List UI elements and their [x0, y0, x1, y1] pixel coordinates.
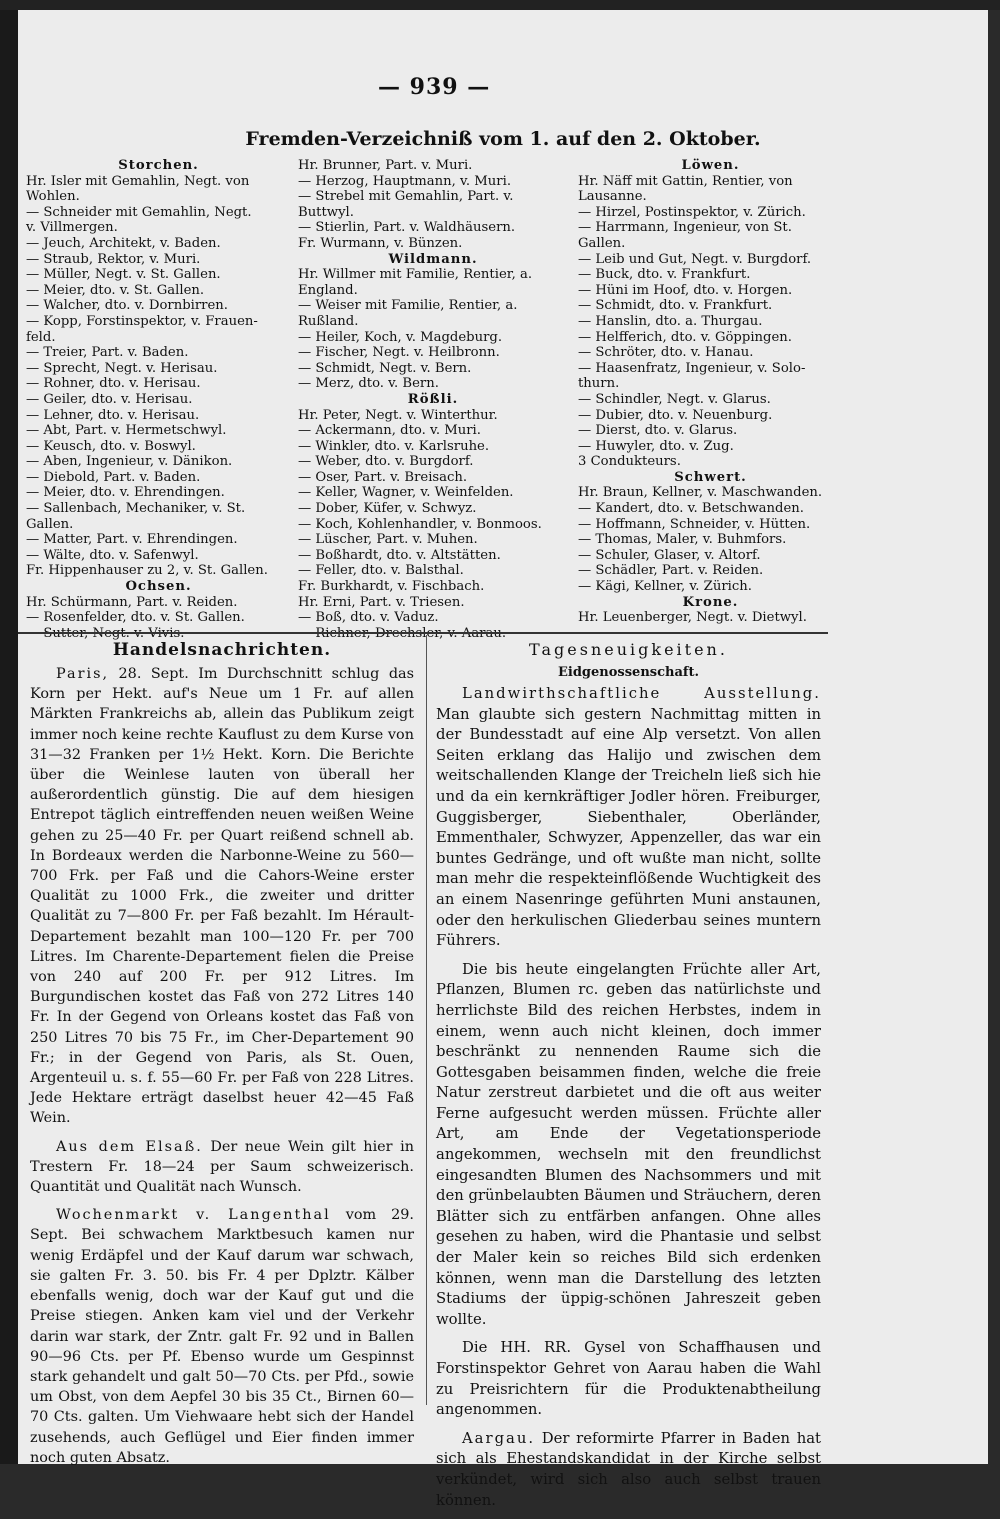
register-entry: — Haasenfratz, Ingenieur, v. Solo- — [578, 360, 806, 376]
paragraph-text: vom 29. Sept. Bei schwachem Marktbesuch kamen nur wenig Erdäpfel und der Kauf darum war schwach, sie galten Fr. 3. 50. bis Fr. 4 per Dplztr. Kälber ebenfalls wenig, doch war der Kauf gut und die Preise stiegen. Anken kam viel und der Verkehr darin war stark, der Zntr. galt Fr. 92 und in Ballen 90—96 Cts. per Pf. Ebenso wurde um Gespinnst stark gehandelt und galt 50—70 Cts. per Pfd., sowie um Obst, von dem Aepfel 30 bis 35 Ct., Birnen 60—70 Cts. galten. Um Viehwaare hebt sich der Handel zusehends, auch Geflügel und Eier finden immer noch guten Absatz. — [30, 1207, 414, 1466]
register-entry: — Buck, dto. v. Frankfurt. — [578, 267, 751, 283]
register-entry: — Weber, dto. v. Burgdorf. — [298, 454, 474, 470]
register-entry: — Dober, Küfer, v. Schwyz. — [298, 501, 477, 517]
register-entry: — Kandert, dto. v. Betschwanden. — [578, 501, 804, 517]
paragraph-lead: Landwirthschaftliche Ausstellung. — [462, 685, 821, 702]
hotel-heading: Storchen. — [118, 158, 199, 173]
register-entry: — Rosenfelder, dto. v. St. Gallen. — [26, 610, 245, 626]
section-subtitle-confederation: Eidgenossenschaft. — [557, 665, 699, 680]
register-entry: — Meier, dto. v. St. Gallen. — [26, 282, 205, 298]
register-entry: — Stierlin, Part. v. Waldhäusern. — [298, 220, 516, 236]
article-paragraph — [30, 1137, 414, 1198]
register-entry: — Merz, dto. v. Bern. — [298, 376, 439, 392]
register-entry: Hr. Braun, Kellner, v. Maschwanden. — [578, 485, 823, 501]
register-entry: Hr. Isler mit Gemahlin, Negt. von — [26, 173, 250, 189]
register-entry: — Sprecht, Negt. v. Herisau. — [26, 360, 218, 376]
register-entry: — Boßhardt, dto. v. Altstätten. — [298, 547, 501, 563]
register-entry: — Boß, dto. v. Vaduz. — [298, 610, 439, 626]
register-entry: — Hüni im Hoof, dto. v. Horgen. — [578, 282, 793, 298]
paragraph-lead: Paris, — [56, 666, 110, 682]
hotel-heading: Schwert. — [674, 469, 747, 485]
register-entry: — Oser, Part. v. Breisach. — [298, 469, 468, 485]
register-entry: Rußland. — [298, 313, 359, 329]
page-number: — 939 — — [378, 74, 491, 100]
article-paragraph — [30, 1205, 414, 1468]
register-entry: — Schneider mit Gemahlin, Negt. — [26, 204, 252, 220]
register-entry: — Rohner, dto. v. Herisau. — [26, 376, 201, 392]
register-entry: England. — [298, 282, 358, 298]
paragraph-lead: Wochenmarkt v. Langenthal — [56, 1207, 331, 1224]
newspaper-page — [18, 10, 988, 1509]
register-entry: — Schmidt, Negt. v. Bern. — [298, 360, 472, 376]
hotel-heading: Löwen. — [681, 158, 740, 173]
register-entry: — Feller, dto. v. Balsthal. — [298, 563, 464, 579]
register-entry: — Treier, Part. v. Baden. — [26, 345, 189, 361]
register-entry: — Koch, Kohlenhandler, v. Bonmoos. — [298, 516, 542, 532]
paragraph-text: 28. Sept. Im Durchschnitt schlug das Korn per Hekt. auf's Neue um 1 Fr. auf allen Märkten Frankreichs ab, allein das Publikum zeigt immer noch keine rechte Kauflust zu dem Kurse von 31—32 Franken per 1½ Hekt. Korn. Die Berichte über die Weinlese lauten von überall her außerordentlich günstig. Die auf dem hiesigen Entrepot täglich eintreffenden neuen weißen Weine gehen zu 25—40 Fr. per Quart reißend schnell ab. In Bordeaux werden die Narbonne-Weine zu 560—700 Frk. per Faß und die Cahors-Weine erster Qualität zu 1000 Frk., die zweiter und dritter Qualität zu 7—800 Fr. per Faß bezahlt. Im Hérault-Departement bezahlt man 100—120 Fr. per 700 Litres. Im Charente-Departement fielen die Preise von 240 auf 200 Fr. per 912 Litres. Im Burgundischen kostet das Faß von 272 Litres 140 Fr. In der Gegend von Orleans kostet das Faß von 250 Litres 70 bis 75 Fr., im Cher-Departement 90 Fr.; in der Gegend von Paris, als St. Ouen, Argenteuil u. s. f. 55—60 Fr. per Faß von 228 Litres. Jede Hektare erträgt daselbst heuer 42—45 Faß Wein. — [30, 666, 414, 1127]
register-entry: — Lehner, dto. v. Herisau. — [26, 407, 200, 423]
register-entry: — Leib und Gut, Negt. v. Burgdorf. — [578, 251, 812, 267]
register-entry: — Huwyler, dto. v. Zug. — [578, 438, 734, 454]
register-entry: — Müller, Negt. v. St. Gallen. — [26, 267, 221, 283]
register-entry: — Thomas, Maler, v. Buhmfors. — [578, 532, 787, 548]
section-title-trade: Handelsnachrichten. — [112, 640, 332, 660]
hotel-heading: Rößli. — [407, 391, 459, 407]
news-paragraphs — [436, 684, 821, 1511]
register-entry: — Fischer, Negt. v. Heilbronn. — [298, 345, 500, 361]
article-paragraph — [436, 960, 821, 1331]
register-entry: Hr. Leuenberger, Negt. v. Dietwyl. — [578, 610, 807, 626]
register-title: Fremden-Verzeichniß vom 1. auf den 2. Oktober. — [245, 128, 761, 150]
register-entry: — Ackermann, dto. v. Muri. — [298, 423, 481, 439]
register-entry: feld. — [26, 329, 56, 345]
register-entry: Hr. Brunner, Part. v. Muri. — [298, 158, 473, 173]
register-entry: — Hirzel, Postinspektor, v. Zürich. — [578, 204, 806, 220]
register-entry: — Geiler, dto. v. Herisau. — [26, 391, 193, 407]
register-entry: — Herzog, Hauptmann, v. Muri. — [298, 173, 512, 189]
register-column-1 — [26, 158, 291, 641]
register-entry: — Winkler, dto. v. Karlsruhe. — [298, 438, 490, 454]
register-entry: — Schuler, Glaser, v. Altorf. — [578, 547, 761, 563]
hotel-heading: Wildmann. — [388, 251, 478, 267]
scan-border-top — [0, 0, 1000, 10]
register-entry: Gallen. — [26, 516, 74, 532]
register-entry: Hr. Schürmann, Part. v. Reiden. — [26, 594, 238, 610]
register-entry: — Heiler, Koch, v. Magdeburg. — [298, 329, 503, 345]
article-paragraph — [30, 664, 414, 1129]
register-entry: — Harrmann, Ingenieur, von St. — [578, 220, 792, 236]
register-entry: Hr. Erni, Part. v. Triesen. — [298, 594, 465, 610]
section-title-news: Tagesneuigkeiten. — [529, 640, 728, 659]
article-paragraph — [436, 684, 821, 952]
register-entry: — Sallenbach, Mechaniker, v. St. — [26, 501, 246, 517]
register-entry: — Meier, dto. v. Ehrendingen. — [26, 485, 225, 501]
register-entry: — Strebel mit Gemahlin, Part. v. — [298, 189, 514, 205]
register-column-2 — [298, 158, 568, 641]
register-entry: — Wälte, dto. v. Safenwyl. — [26, 547, 199, 563]
trade-news-column — [30, 640, 414, 1476]
register-entry: Hr. Näff mit Gattin, Rentier, von — [578, 173, 793, 189]
register-entry: — Jeuch, Architekt, v. Baden. — [26, 235, 221, 251]
register-entry: — Schröter, dto. v. Hanau. — [578, 345, 754, 361]
register-entry: — Kägi, Kellner, v. Zürich. — [578, 579, 752, 595]
trade-paragraphs — [30, 664, 414, 1468]
register-entry: Buttwyl. — [298, 204, 354, 220]
register-entry: thurn. — [578, 376, 620, 392]
register-entry: — Diebold, Part. v. Baden. — [26, 469, 201, 485]
paragraph-text: Der neue Wein gilt hier in Trestern Fr. 18—24 per Saum schweizerisch. Quantität und Qualität nach Wunsch. — [30, 1138, 414, 1196]
register-entry: — Keusch, dto. v. Boswyl. — [26, 438, 196, 454]
register-entry: v. Villmergen. — [26, 220, 118, 236]
article-paragraph — [436, 1338, 821, 1420]
register-column-3 — [578, 158, 843, 626]
scan-border-left — [0, 0, 18, 1464]
paragraph-lead: Aus dem Elsaß. — [56, 1138, 203, 1155]
register-entry: — Straub, Rektor, v. Muri. — [26, 251, 201, 267]
hotel-heading: Krone. — [682, 594, 739, 610]
register-entry: Fr. Hippenhauser zu 2, v. St. Gallen. — [26, 563, 268, 579]
register-entry: — Dubier, dto. v. Neuenburg. — [578, 407, 773, 423]
horizontal-divider — [18, 632, 828, 634]
register-entry: 3 Condukteurs. — [578, 454, 681, 470]
register-entry: — Matter, Part. v. Ehrendingen. — [26, 532, 238, 548]
register-entry: Lausanne. — [578, 189, 647, 205]
paragraph-text: Man glaubte sich gestern Nachmittag mitten in der Bundesstadt auf eine Alp versetzt. Von allen Seiten erklang das Halijo und zwischen dem weitschallenden Klange der Treicheln ließ sich hie und da ein kernkräftiger Jodler hören. Freiburger, Guggisberger, Siebenthaler, Oberländer, Emmenthaler, Schwyzer, Appenzeller, das war ein buntes Gedränge, und oft wußte man nicht, sollte man mehr die respekteinflößende Wuchtigkeit des an einem Nasenringe geführten Muni anstaunen, oder den herkulischen Gliederbau seines muntern Führers. — [436, 705, 821, 950]
register-entry: Fr. Burkhardt, v. Fischbach. — [298, 579, 485, 595]
register-entry: Gallen. — [578, 235, 626, 251]
register-entry: — Keller, Wagner, v. Weinfelden. — [298, 485, 514, 501]
register-entry: — Aben, Ingenieur, v. Dänikon. — [26, 454, 233, 470]
column-divider — [426, 635, 427, 1405]
register-entry: — Lüscher, Part. v. Muhen. — [298, 532, 478, 548]
register-entry: — Walcher, dto. v. Dornbirren. — [26, 298, 228, 314]
daily-news-column — [436, 640, 821, 1519]
hotel-heading: Ochsen. — [125, 579, 192, 595]
article-paragraph — [436, 1429, 821, 1511]
paragraph-text: Die HH. RR. Gysel von Schaffhausen und Forstinspektor Gehret von Aarau haben die Wahl zu Preisrichtern für die Produktenabtheilung angenommen. — [436, 1339, 821, 1419]
register-entry: — Hoffmann, Schneider, v. Hütten. — [578, 516, 811, 532]
register-entry: — Schindler, Negt. v. Glarus. — [578, 391, 771, 407]
register-entry: — Kopp, Forstinspektor, v. Frauen- — [26, 313, 258, 329]
register-entry: — Abt, Part. v. Hermetschwyl. — [26, 423, 227, 439]
register-entry: — Dierst, dto. v. Glarus. — [578, 423, 738, 439]
paragraph-text: Der reformirte Pfarrer in Baden hat sich als Ehestandskandidat in der Kirche selbst verkündet, wird sich also auch selbst trauen können. — [436, 1429, 821, 1509]
register-entry: — Hanslin, dto. a. Thurgau. — [578, 313, 763, 329]
register-entry: Hr. Willmer mit Familie, Rentier, a. — [298, 267, 533, 283]
register-entry: Wohlen. — [26, 189, 80, 205]
register-entry: Hr. Peter, Negt. v. Winterthur. — [298, 407, 498, 423]
register-entry: — Weiser mit Familie, Rentier, a. — [298, 298, 518, 314]
register-entry: — Helfferich, dto. v. Göppingen. — [578, 329, 792, 345]
paragraph-text: Die bis heute eingelangten Früchte aller Art, Pflanzen, Blumen rc. geben das natürlichste und herrlichste Bild des reichen Herbstes, indem in einem, wenn auch nicht kleinen, doch immer beschränkt zu nennenden Raume sich die Gottesgaben beisammen finden, welche die freie Natur zerstreut darbietet und die oft aus weiter Ferne aufgesucht werden müssen. Früchte aller Art, am Ende der Vegetationsperiode angekommen, wechseln mit den freundlichst eingesandten Blumen des Nachsommers und mit den grünbelaubten Bäumen und Sträuchern, deren Blätter sich zu entfärben anfangen. Ohne alles gesehen zu haben, wird die Phantasie und selbst der Maler kein so reiches Bild sich erdenken können, wenn man die Darstellung des letzten Stadiums der üppig-schönen Jahreszeit geben wollte. — [436, 960, 821, 1328]
paragraph-lead: Aargau. — [462, 1429, 536, 1447]
register-entry: — Schädler, Part. v. Reiden. — [578, 563, 764, 579]
register-entry: Fr. Wurmann, v. Bünzen. — [298, 235, 463, 251]
register-entry: — Schmidt, dto. v. Frankfurt. — [578, 298, 773, 314]
